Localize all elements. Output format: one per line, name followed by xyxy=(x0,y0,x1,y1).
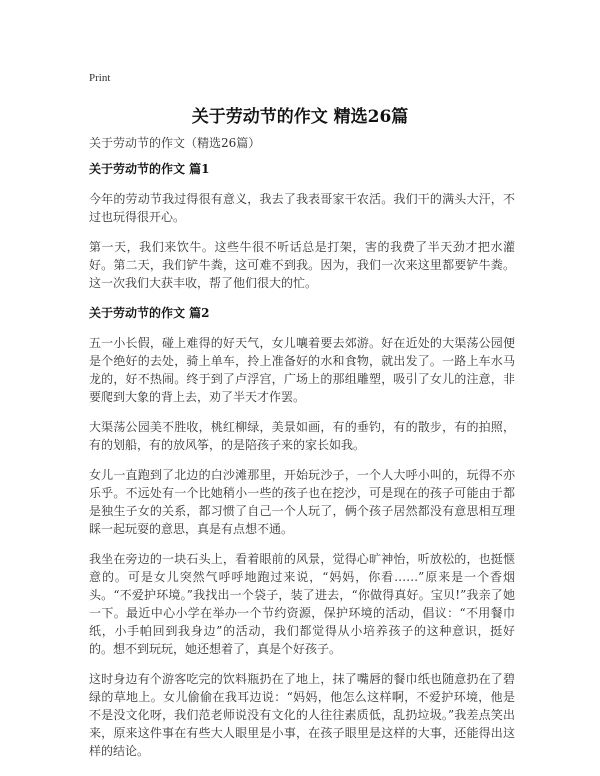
article-content xyxy=(89,160,515,772)
print-link[interactable]: Print xyxy=(89,72,111,84)
section-heading-2: 关于劳动节的作文 篇2 xyxy=(89,306,210,320)
page-title: 关于劳动节的作文 精选26篇 xyxy=(191,107,409,127)
paragraph: 第一天，我们来饮牛。这些牛很不听话总是打架，害的我费了半天劲才把水灌好。第二天，我们铲牛粪，这可难不到我。因为，我们一次来这里都要铲牛粪。这一次我们大获丰收，帮了他们很大的忙。 xyxy=(89,240,515,290)
paragraph: 大渠荡公园美不胜收，桃红柳绿，美景如画，有的垂钓，有的散步，有的拍照，有的划船，有的放风筝，的是陪孩子来的家长如我。 xyxy=(89,420,515,452)
paragraph: 我坐在旁边的一块石头上，看着眼前的风景，觉得心旷神怡，听放松的，也挺惬意的。可是女儿突然气呼呼地跑过来说，“妈妈，你看……”原来是一个香烟头。“不爱护环境。”我找出一个袋子，装了进去，“你做得真好。宝贝!”我亲了她一下。最近中心小学在举办一个节约资源，保护环境的活动，倡议：“不用餐巾纸，小手帕回到我身边”的活动，我们都觉得从小培养孩子的这种意识，挺好的。想不到玩玩，她还想着了，真是个好孩子。 xyxy=(89,552,515,656)
page-subtitle: 关于劳动节的作文（精选26篇） xyxy=(89,136,261,150)
paragraph: 今年的劳动节我过得很有意义，我去了我表哥家干农活。我们干的满头大汗，不过也玩得很开心。 xyxy=(89,192,515,224)
paragraph: 五一小长假，碰上难得的好天气，女儿嚷着要去郊游。好在近处的大渠荡公园便是个绝好的去处，骑上单车，拎上准备好的水和食物，就出发了。一路上车水马龙的，好不热闹。终于到了卢浮宫，广场上的那组雕塑，吸引了女儿的注意，非要爬到大象的背上去，劝了半天才作罢。 xyxy=(89,336,515,404)
paragraph: 女儿一直跑到了北边的白沙滩那里，开始玩沙子，一个人大呼小叫的，玩得不亦乐乎。不远处有一个比她稍小一些的孩子也在挖沙，可是现在的孩子可能由于都是独生子女的关系，都习惯了自己一个人玩了，俩个孩子居然都没有意思相互理睬一起玩耍的意思，真是有点想不通。 xyxy=(89,468,515,536)
paragraph: 这时身边有个游客吃完的饮料瓶扔在了地上，抹了嘴唇的餐巾纸也随意扔在了碧绿的草地上。女儿偷偷在我耳边说：“妈妈，他怎么这样啊，不爱护环境，他是不是没文化呀，我们范老师说没有文化的人往往素质低，乱扔垃圾。”我差点笑出来，原来这件事在有些大人眼里是小事，在孩子眼里是这样的大事，还能得出这样的结论。 xyxy=(89,672,515,758)
section-heading-1: 关于劳动节的作文 篇1 xyxy=(89,162,210,176)
